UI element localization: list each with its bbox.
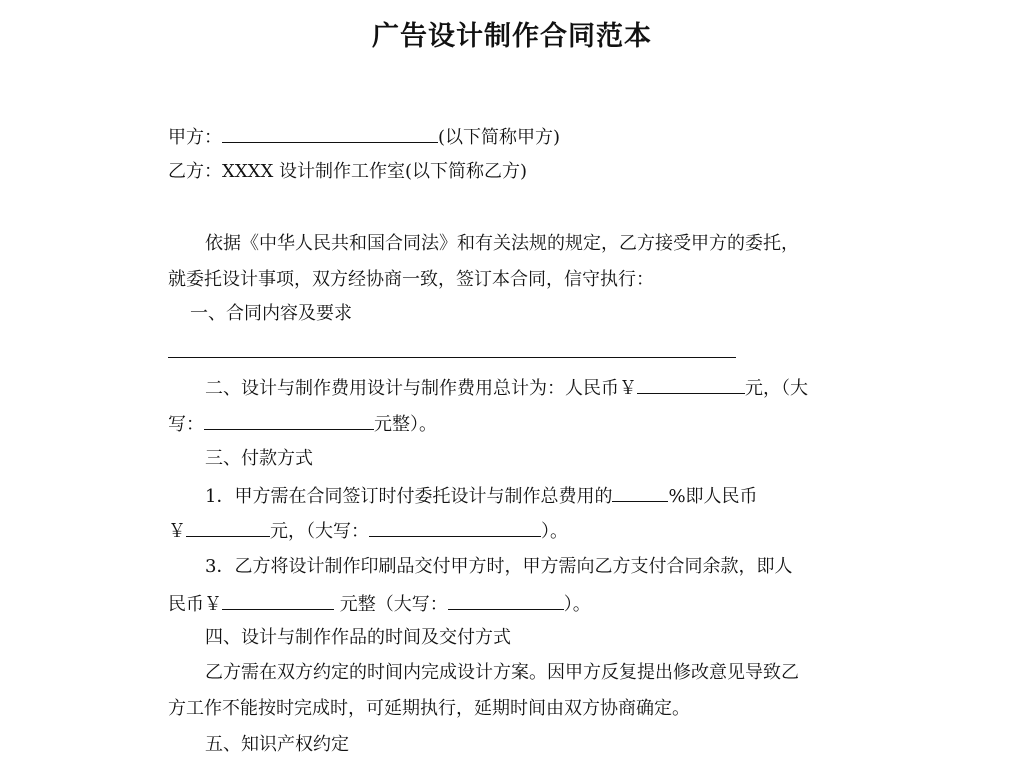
payment-item-1-line-2 xyxy=(168,518,568,544)
payment-3-prefix: 民币￥ xyxy=(168,594,222,615)
section-2-cap-suffix: 元整）。 xyxy=(374,414,437,435)
intro-line-1: 依据《中华人民共和国合同法》和有关法规的规定，乙方接受甲方的委托， xyxy=(205,233,799,254)
section-2-cap-label: 写： xyxy=(168,414,204,435)
payment-3-mid: 元整（大写： xyxy=(334,594,448,615)
section-2-text-end: 元，（大 xyxy=(745,378,808,399)
section-4-heading: 四、设计与制作作品的时间及交付方式 xyxy=(205,627,511,648)
yuan-sign: ￥ xyxy=(168,521,186,542)
section-1-heading: 一、合同内容及要求 xyxy=(190,303,352,324)
party-a-line xyxy=(168,124,560,150)
payment-1-amount-blank xyxy=(186,518,270,537)
section-2-line-1 xyxy=(205,375,808,401)
party-a-suffix: (以下简称甲方) xyxy=(438,127,561,148)
section-3-heading: 三、付款方式 xyxy=(205,448,313,469)
section-1-blank-rule xyxy=(168,357,736,358)
fee-capital-blank xyxy=(204,411,374,430)
payment-item-3-line-1: 3．乙方将设计制作印刷品交付甲方时，甲方需向乙方支付合同余款，即人 xyxy=(205,556,793,577)
payment-item-3-line-2 xyxy=(168,591,591,617)
payment-3-amount-blank xyxy=(222,591,334,610)
payment-item-1-line-1 xyxy=(205,483,758,509)
payment-item-1-text: 1．甲方需在合同签订时付委托设计与制作总费用的 xyxy=(205,486,613,507)
party-b-line: 乙方：XXXX 设计制作工作室(以下简称乙方) xyxy=(168,161,528,182)
payment-1-end: ）。 xyxy=(541,521,568,542)
section-5-heading: 五、知识产权约定 xyxy=(205,734,349,755)
section-4-line-1: 乙方需在双方约定的时间内完成设计方案。因甲方反复提出修改意见导致乙 xyxy=(205,662,799,683)
payment-1-capital-blank xyxy=(369,518,541,537)
party-a-label: 甲方： xyxy=(168,127,222,148)
payment-3-capital-blank xyxy=(448,591,564,610)
section-2-line-2 xyxy=(168,411,437,437)
payment-3-end: ）。 xyxy=(563,594,591,615)
fee-amount-blank xyxy=(637,375,745,394)
intro-line-2: 就委托设计事项，双方经协商一致，签订本合同，信守执行： xyxy=(168,269,654,290)
payment-item-1-text-end: %即人民币 xyxy=(668,486,758,507)
payment-1-mid: 元，（大写： xyxy=(270,521,369,542)
section-4-line-2: 方工作不能按时完成时，可延期执行，延期时间由双方协商确定。 xyxy=(168,698,690,719)
document-title: 广告设计制作合同范本 xyxy=(372,21,652,52)
party-a-blank xyxy=(222,124,438,143)
section-2-text: 二、设计与制作费用设计与制作费用总计为：人民币￥ xyxy=(205,378,637,399)
percent-blank xyxy=(612,483,668,502)
